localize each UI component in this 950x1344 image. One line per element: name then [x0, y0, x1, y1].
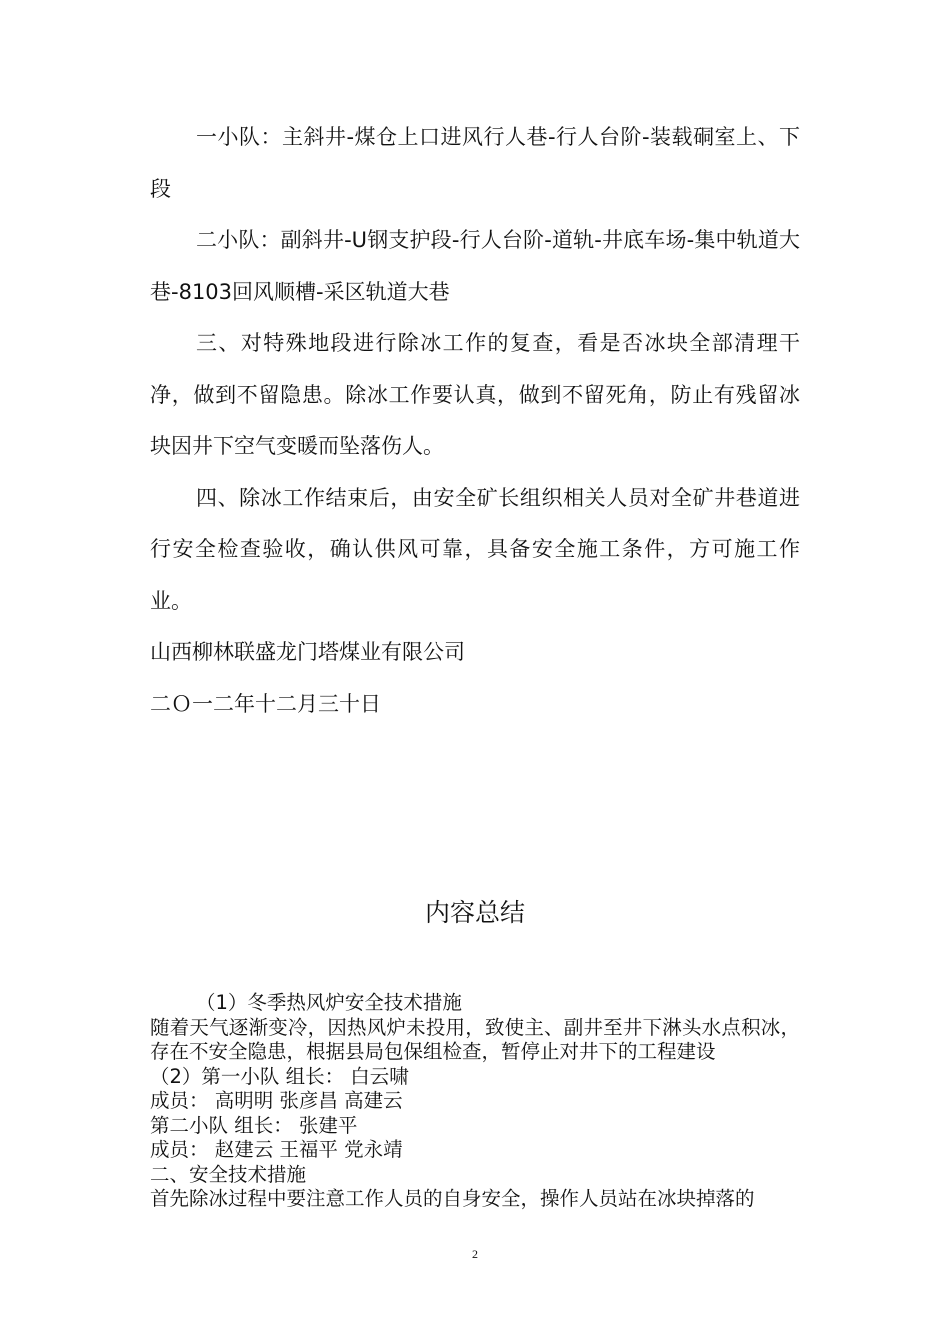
- summary-line: 成员： 赵建云 王福平 党永靖: [150, 1138, 403, 1161]
- paragraph-section-four: 四、除冰工作结束后，由安全矿长组织相关人员对全矿井巷道进行安全检查验收，确认供风可靠，具备安全施工条件，方可施工作业。: [150, 485, 800, 613]
- summary-line: （1）冬季热风炉安全技术措施: [196, 991, 462, 1014]
- summary-line: 第二小队 组长： 张建平: [150, 1113, 358, 1137]
- paragraph-section-three: 三、对特殊地段进行除冰工作的复查，看是否冰块全部清理干净，做到不留隐患。除冰工作要认真，做到不留死角，防止有残留冰块因井下空气变暖而坠落伤人。: [150, 331, 800, 458]
- summary-line: （2）第一小队 组长： 白云啸: [150, 1064, 409, 1088]
- summary-title: 内容总结: [424, 898, 525, 927]
- paragraph-team-one-route: 一小队：主斜井-煤仓上口进风行人巷-行人台阶-装载硐室上、下段: [150, 125, 800, 201]
- document-body: [150, 112, 800, 730]
- summary-line: 二、安全技术措施: [150, 1162, 307, 1186]
- company-name: 山西柳林联盛龙门塔煤业有限公司: [150, 640, 465, 664]
- page-number: 2: [472, 1247, 478, 1261]
- document-date: 二Ｏ一二年十二月三十日: [150, 691, 381, 716]
- summary-section: [150, 991, 800, 1212]
- summary-line: 随着天气逐渐变冷，因热风炉未投用，致使主、副井至井下淋头水点积冰，存在不安全隐患，根据县局包保组检查，暂停止对井下的工程建设: [150, 1015, 800, 1063]
- summary-line: 首先除冰过程中要注意工作人员的自身安全，操作人员站在冰块掉落的: [150, 1187, 755, 1210]
- summary-line: 成员： 高明明 张彦昌 高建云: [150, 1089, 403, 1112]
- paragraph-team-two-route: 二小队：副斜井-U钢支护段-行人台阶-道轨-井底车场-集中轨道大巷-8103回风顺槽-采区轨道大巷: [150, 228, 800, 304]
